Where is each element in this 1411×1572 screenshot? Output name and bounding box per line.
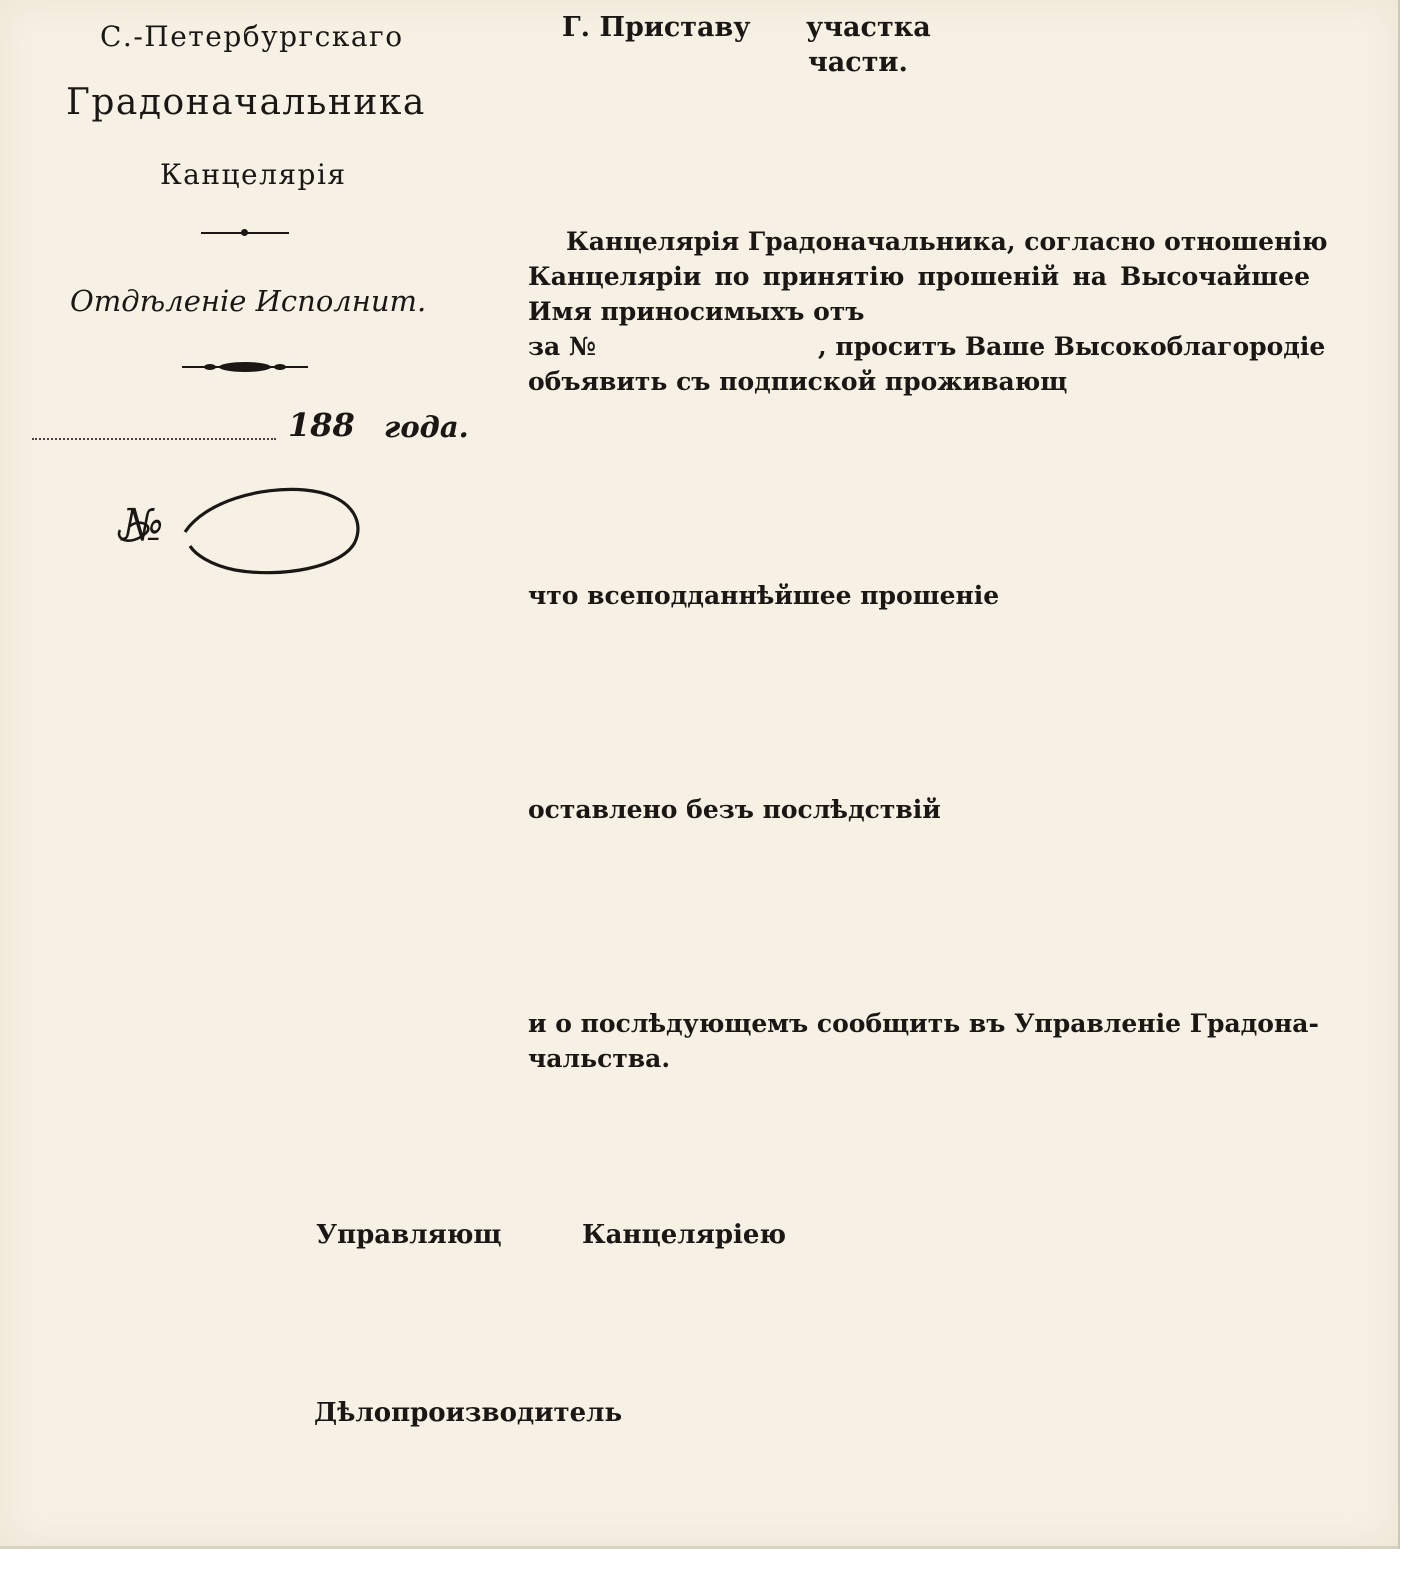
ornament-divider [180,358,310,376]
body-line-4-number: за № [528,332,597,361]
address-chasti: части. [808,47,908,78]
address-uchastka: участка [806,12,931,43]
letterhead-chancellery: Канцелярія [160,158,347,191]
body-line-1: Канцелярія Градоначальника, согласно отношенію [566,227,1328,256]
department-label: Отдѣленіе Исполнит. [70,284,427,318]
signature-chancellery-label: Канцеляріею [582,1220,787,1250]
date-blank [32,438,276,440]
letterhead-city: С.-Петербургскаго [100,20,404,53]
body-line-3: Имя приносимыхъ отъ [528,297,865,326]
year-value: 188 [288,406,355,444]
body-line-4-request: , проситъ Ваше Высокоблагородіе [818,332,1326,361]
body-line-report: и о послѣдующемъ сообщить въ Управленіе Градона- [528,1009,1319,1038]
paper-edge [0,1546,1398,1549]
paper-edge [1398,0,1400,1549]
body-line-no-consequence: оставлено безъ послѣдствій [528,795,941,824]
body-line-petition: что всеподданнѣйшее прошеніе [528,581,1000,610]
signature-manager-label: Управляющ [316,1220,502,1250]
address-to: Г. Приставу [562,12,751,43]
body-line-5: объявить съ подпиской проживающ [528,367,1068,396]
number-mark: № [122,500,164,551]
number-flourish [110,482,370,582]
divider-ornament [241,229,248,236]
body-line-report-end: чальства. [528,1044,671,1073]
body-line-2: Канцеляріи по принятію прошеній на Высочайшее [528,262,1310,291]
letterhead-office: Градоначальника [66,82,426,123]
signature-clerk-label: Дѣлопроизводитель [314,1398,623,1428]
year-suffix: года. [384,410,469,444]
